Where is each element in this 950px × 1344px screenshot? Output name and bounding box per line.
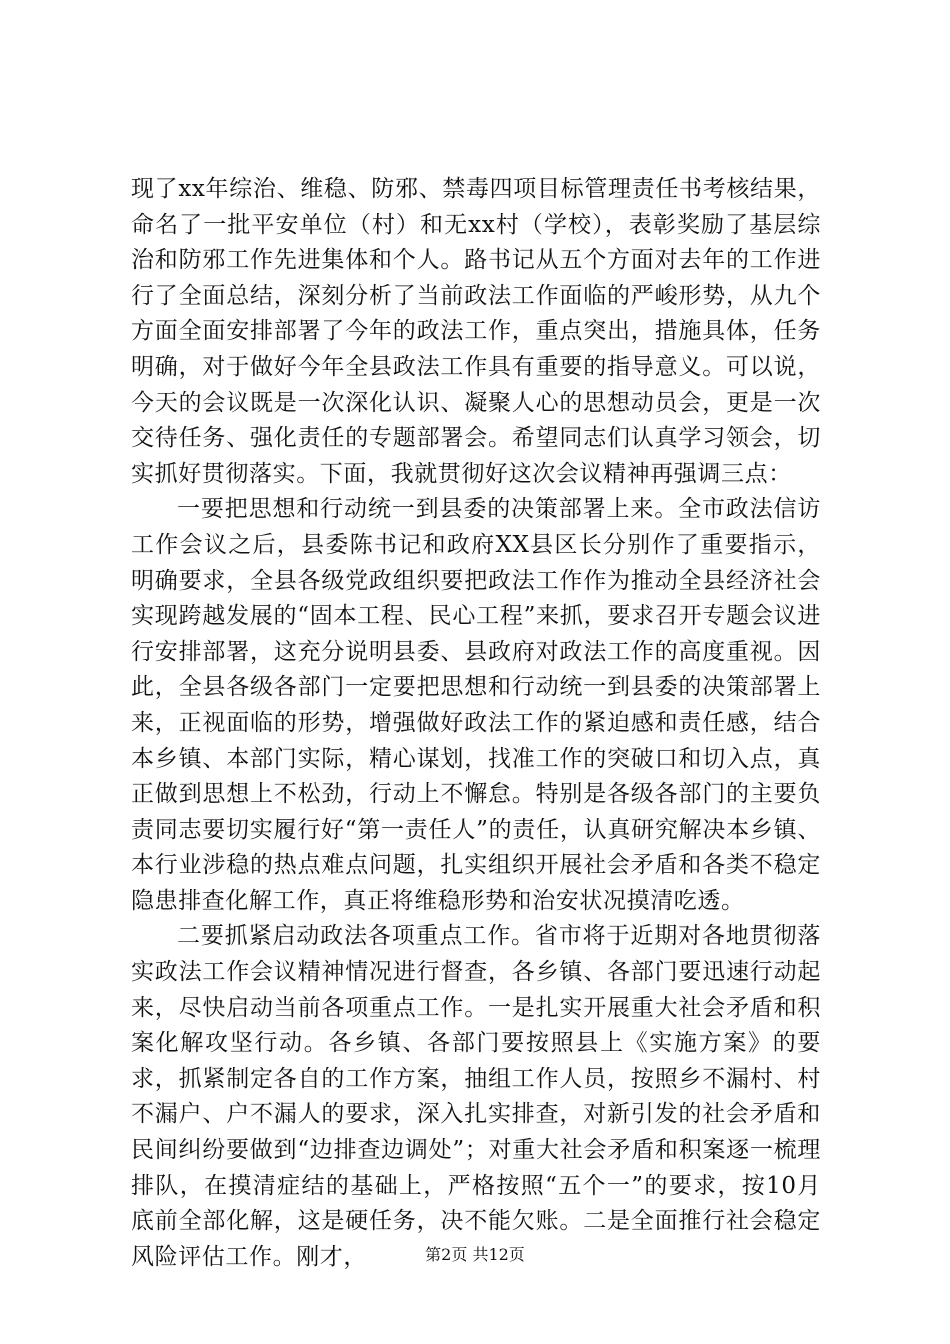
paragraph-2: 一要把思想和行动统一到县委的决策部署上来。全市政法信访工作会议之后，县委陈书记和政府XX县区长分别作了重要指示，明确要求，全县各级党政组织要把政法工作作为推动全县经济社会实现跨越发展的“固本工程、民心工程”来抓，要求召开专题会议进行安排部署，这充分说明县委、县政府对政法工作的高度重视。因此，全县各级各部门一定要把思想和行动统一到县委的决策部署上来，正视面临的形势，增强做好政法工作的紧迫感和责任感，结合本乡镇、本部门实际，精心谋划，找准工作的突破口和切入点，真正做到思想上不松劲，行动上不懈怠。特别是各级各部门的主要负责同志要切实履行好“第一责任人”的责任，认真研究解决本乡镇、本行业涉稳的热点难点问题，扎实组织开展社会矛盾和各类不稳定隐患排查化解工作，真正将维稳形势和治安状况摸清吃透。 [131,496,821,914]
paragraph-1: 现了xx年综治、维稳、防邪、禁毒四项目标管理责任书考核结果，命名了一批平安单位（村）和无xx村（学校），表彰奖励了基层综治和防邪工作先进集体和个人。路书记从五个方面对去年的工作进行了全面总结，深刻分析了当前政法工作面临的严峻形势，从九个方面全面安排部署了今年的政法工作，重点突出，措施具体，任务明确，对于做好今年全县政法工作具有重要的指导意义。可以说，今天的会议既是一次深化认识、凝聚人心的思想动员会，更是一次交待任务、强化责任的专题部署会。希望同志们认真学习领会，切实抓好贯彻落实。下面，我就贯彻好这次会议精神再强调三点： [131,176,821,487]
paragraph-3: 二要抓紧启动政法各项重点工作。省市将于近期对各地贯彻落实政法工作会议精神情况进行督查，各乡镇、各部门要迅速行动起来，尽快启动当前各项重点工作。一是扎实开展重大社会矛盾和积案化解攻坚行动。各乡镇、各部门要按照县上《实施方案》的要求，抓紧制定各自的工作方案，抽组工作人员，按照乡不漏村、村不漏户、户不漏人的要求，深入扎实排查，对新引发的社会矛盾和民间纠纷要做到“边排查边调处”；对重大社会矛盾和积案逐一梳理排队，在摸清症结的基础上，严格按照“五个一”的要求，按10月底前全部化解，这是硬任务，决不能欠账。二是全面推行社会稳定风险评估工作。刚才， [131,923,821,1270]
document-body [131,172,821,1275]
page-footer [0,1245,950,1265]
page-number-label: 第2页 共12页 [425,1245,525,1264]
